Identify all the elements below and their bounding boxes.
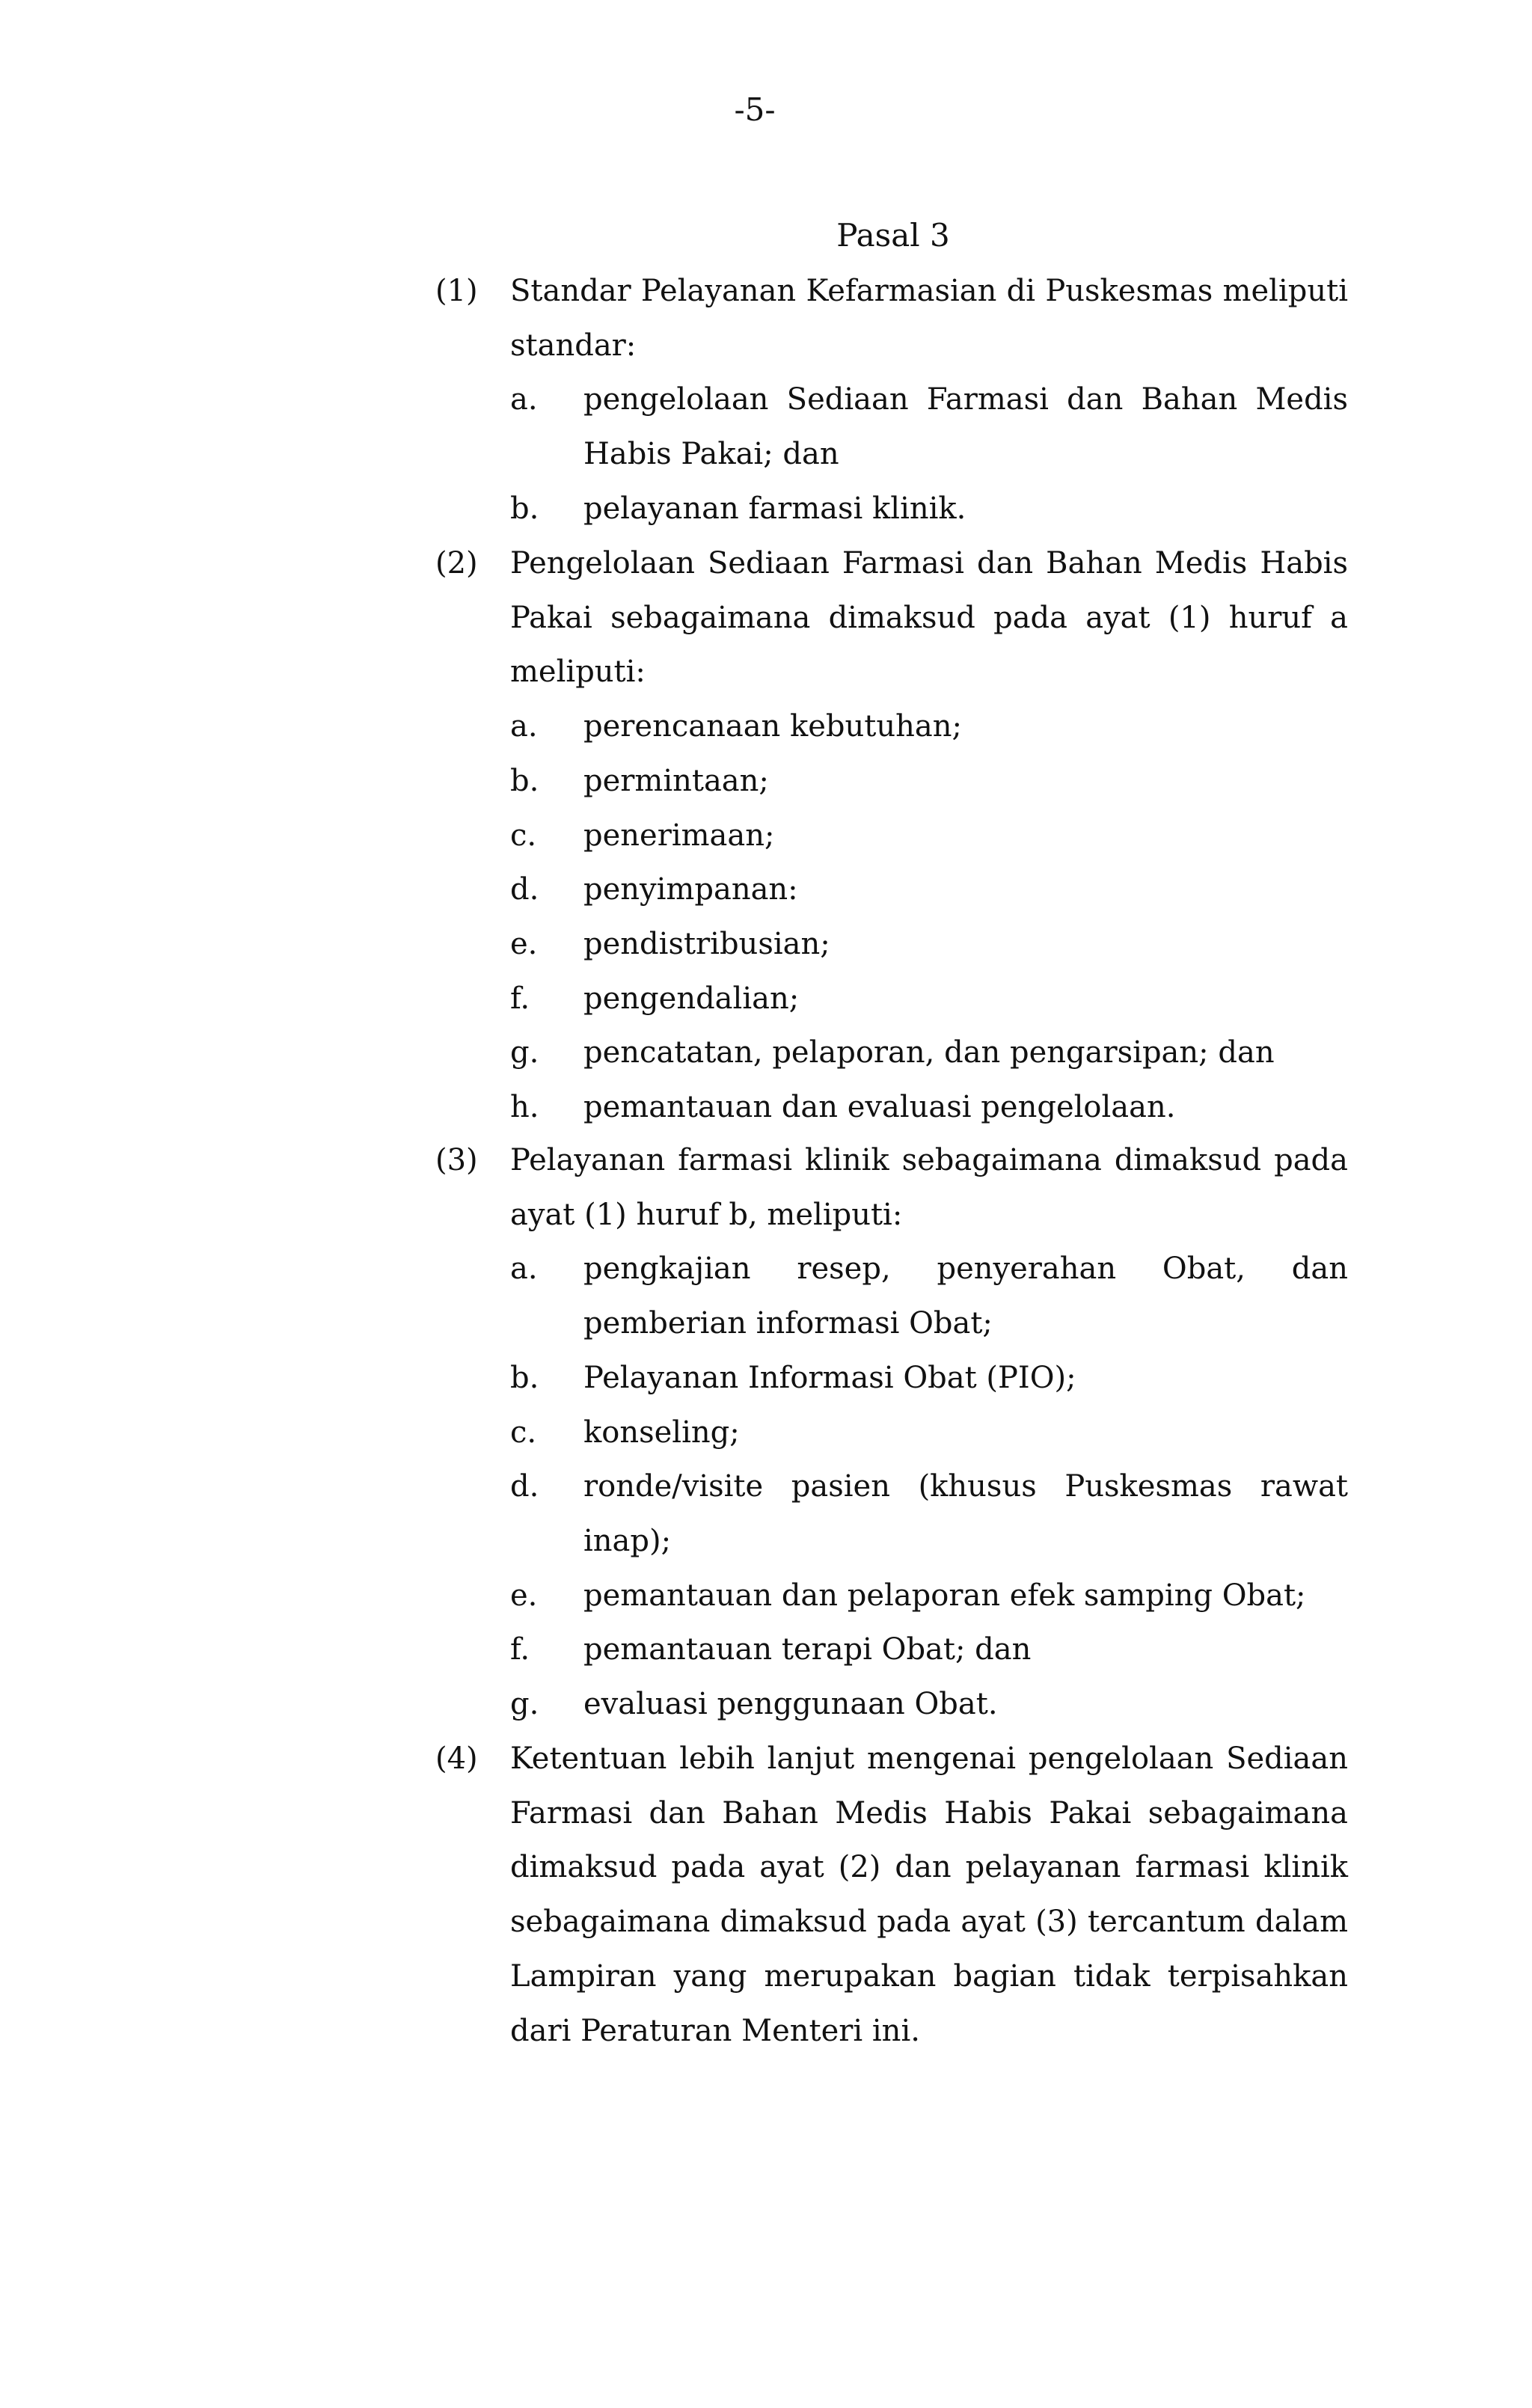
- page-number: -5-: [734, 91, 776, 128]
- item-letter: h.: [510, 1090, 539, 1125]
- item-letter: c.: [510, 818, 537, 853]
- list-item: [510, 1569, 1348, 1623]
- list-item: [510, 699, 1348, 754]
- item-text: ronde/visite pasien (khusus Puskesmas rawat inap);: [583, 1469, 1348, 1558]
- item-letter: a.: [510, 709, 538, 744]
- item-text: pendistribusian;: [583, 926, 830, 961]
- item-text: pengendalian;: [583, 981, 800, 1016]
- item-text: Pelayanan Informasi Obat (PIO);: [583, 1360, 1076, 1395]
- list-item: [510, 1623, 1348, 1677]
- item-letter: e.: [510, 1578, 538, 1613]
- list-item: [510, 1242, 1348, 1350]
- list-item: [510, 809, 1348, 863]
- paragraph-4: [435, 1732, 1348, 2058]
- list-item: [510, 373, 1348, 481]
- list-item: [510, 863, 1348, 917]
- list-item: [510, 917, 1348, 972]
- item-letter: f.: [510, 1632, 530, 1667]
- paragraph-text: Standar Pelayanan Kefarmasian di Puskesmas meliputi standar:: [510, 274, 1348, 363]
- paragraph-1: [435, 264, 1348, 536]
- item-list: [510, 373, 1348, 536]
- item-text: pencatatan, pelaporan, dan pengarsipan; dan: [583, 1035, 1275, 1070]
- list-item: [510, 754, 1348, 809]
- item-letter: g.: [510, 1687, 539, 1722]
- item-letter: c.: [510, 1415, 537, 1450]
- item-text: pemantauan dan evaluasi pengelolaan.: [583, 1090, 1176, 1125]
- item-text: konseling;: [583, 1415, 740, 1450]
- paragraph-number: (4): [435, 1741, 478, 1776]
- item-text: penyimpanan:: [583, 872, 798, 907]
- article-title: Pasal 3: [836, 217, 950, 254]
- paragraph-number: (1): [435, 274, 478, 308]
- item-text: penerimaan;: [583, 818, 775, 853]
- item-list: [510, 699, 1348, 1135]
- item-letter: d.: [510, 1469, 539, 1504]
- list-item: [510, 1080, 1348, 1135]
- item-text: pemantauan dan pelaporan efek samping Obat;: [583, 1578, 1306, 1613]
- paragraph-text: Ketentuan lebih lanjut mengenai pengelolaan Sediaan Farmasi dan Bahan Medis Habis Pakai sebagaimana dimaksud pada ayat (2) dan pelayanan farmasi klinik sebagaimana dimaksud pada ayat (3) tercantum dalam Lampiran yang merupakan bagian tidak terpisahkan dari Peraturan Menteri ini.: [510, 1741, 1348, 2048]
- item-text: permintaan;: [583, 763, 769, 798]
- list-item: [510, 1677, 1348, 1732]
- item-letter: a.: [510, 382, 538, 417]
- item-text: pemantauan terapi Obat; dan: [583, 1632, 1032, 1667]
- item-list: [510, 1242, 1348, 1731]
- item-letter: f.: [510, 981, 530, 1016]
- item-text: pengkajian resep, penyerahan Obat, dan pemberian informasi Obat;: [583, 1252, 1348, 1341]
- item-letter: b.: [510, 491, 539, 526]
- paragraph-number: (3): [435, 1143, 478, 1177]
- paragraph-2: [435, 536, 1348, 1135]
- item-letter: d.: [510, 872, 539, 907]
- paragraph-text: Pengelolaan Sediaan Farmasi dan Bahan Medis Habis Pakai sebagaimana dimaksud pada ayat (1) huruf a meliputi:: [510, 546, 1348, 690]
- paragraph-text: Pelayanan farmasi klinik sebagaimana dimaksud pada ayat (1) huruf b, meliputi:: [510, 1143, 1348, 1232]
- paragraph-number: (2): [435, 546, 478, 580]
- item-letter: a.: [510, 1252, 538, 1287]
- list-item: [510, 1351, 1348, 1406]
- item-text: evaluasi penggunaan Obat.: [583, 1687, 998, 1722]
- item-letter: e.: [510, 926, 538, 961]
- list-item: [510, 1459, 1348, 1568]
- list-item: [510, 1026, 1348, 1080]
- item-text: pelayanan farmasi klinik.: [583, 491, 966, 526]
- item-letter: b.: [510, 763, 539, 798]
- item-letter: g.: [510, 1035, 539, 1070]
- item-text: perencanaan kebutuhan;: [583, 709, 962, 744]
- item-text: pengelolaan Sediaan Farmasi dan Bahan Medis Habis Pakai; dan: [583, 382, 1348, 472]
- list-item: [510, 1406, 1348, 1460]
- list-item: [510, 482, 1348, 536]
- item-letter: b.: [510, 1360, 539, 1395]
- paragraph-3: [435, 1133, 1348, 1732]
- list-item: [510, 972, 1348, 1026]
